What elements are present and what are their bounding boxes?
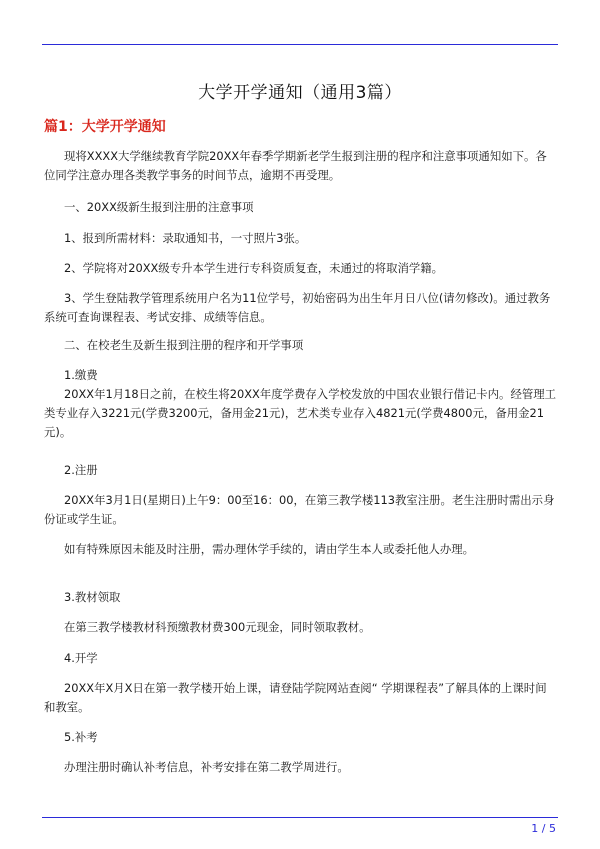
paragraph-makeup: 办理注册时确认补考信息，补考安排在第二教学周进行。 — [64, 760, 349, 774]
footer-rule — [42, 817, 558, 818]
paragraph-heading-2: 二、在校老生及新生报到注册的程序和开学事项 — [64, 338, 304, 352]
paragraph-subheading-makeup: 5.补考 — [64, 730, 98, 744]
paragraph-intro: 现将XXXX大学继续教育学院20XX年春季学期新老学生报到注册的程序和注意事项通知如下。各位同学注意办理各类教学事务的时间节点，逾期不再受理。 — [44, 149, 547, 182]
document-title: 大学开学通知（通用3篇） — [198, 83, 402, 103]
paragraph-item-1: 1、报到所需材料：录取通知书，一寸照片3张。 — [64, 231, 307, 245]
paragraph-subheading-fees: 1.缴费 — [64, 368, 98, 382]
paragraph-special: 如有特殊原因未能及时注册，需办理休学手续的，请由学生本人或委托他人办理。 — [64, 542, 475, 556]
paragraph-item-3: 3、学生登陆教学管理系统用户名为11位学号，初始密码为出生年月日八位(请勿修改)。通过教务系统可查询课程表、考试安排、成绩等信息。 — [44, 291, 551, 324]
paragraph-start: 20XX年X月X日在第一教学楼开始上课，请登陆学院网站查阅“ 学期课程表”了解具体的上课时间和教室。 — [44, 681, 547, 714]
page-indicator: 1 / 5 — [531, 822, 556, 835]
paragraph-subheading-textbooks: 3.教材领取 — [64, 590, 121, 604]
paragraph-textbooks: 在第三教学楼教材科预缴教材费300元现金，同时领取教材。 — [64, 620, 371, 634]
paragraph-heading-1: 一、20XX级新生报到注册的注意事项 — [64, 200, 254, 214]
paragraph-item-2: 2、学院将对20XX级专升本学生进行专科资质复查，未通过的将取消学籍。 — [64, 261, 444, 275]
paragraph-subheading-register: 2.注册 — [64, 463, 98, 477]
section-heading: 篇1：大学开学通知 — [44, 119, 166, 135]
paragraph-fees: 20XX年1月18日之前，在校生将20XX年度学费存入学校发放的中国农业银行借记卡内。经管理工类专业存入3221元(学费3200元，备用金21元)，艺术类专业存入4821元(学费4800元，备用金21元)。 — [44, 387, 557, 439]
paragraph-subheading-start: 4.开学 — [64, 651, 98, 665]
header-rule — [42, 44, 558, 45]
paragraph-register: 20XX年3月1日(星期日)上午9：00至16：00，在第三教学楼113教室注册。老生注册时需出示身份证或学生证。 — [44, 493, 555, 526]
